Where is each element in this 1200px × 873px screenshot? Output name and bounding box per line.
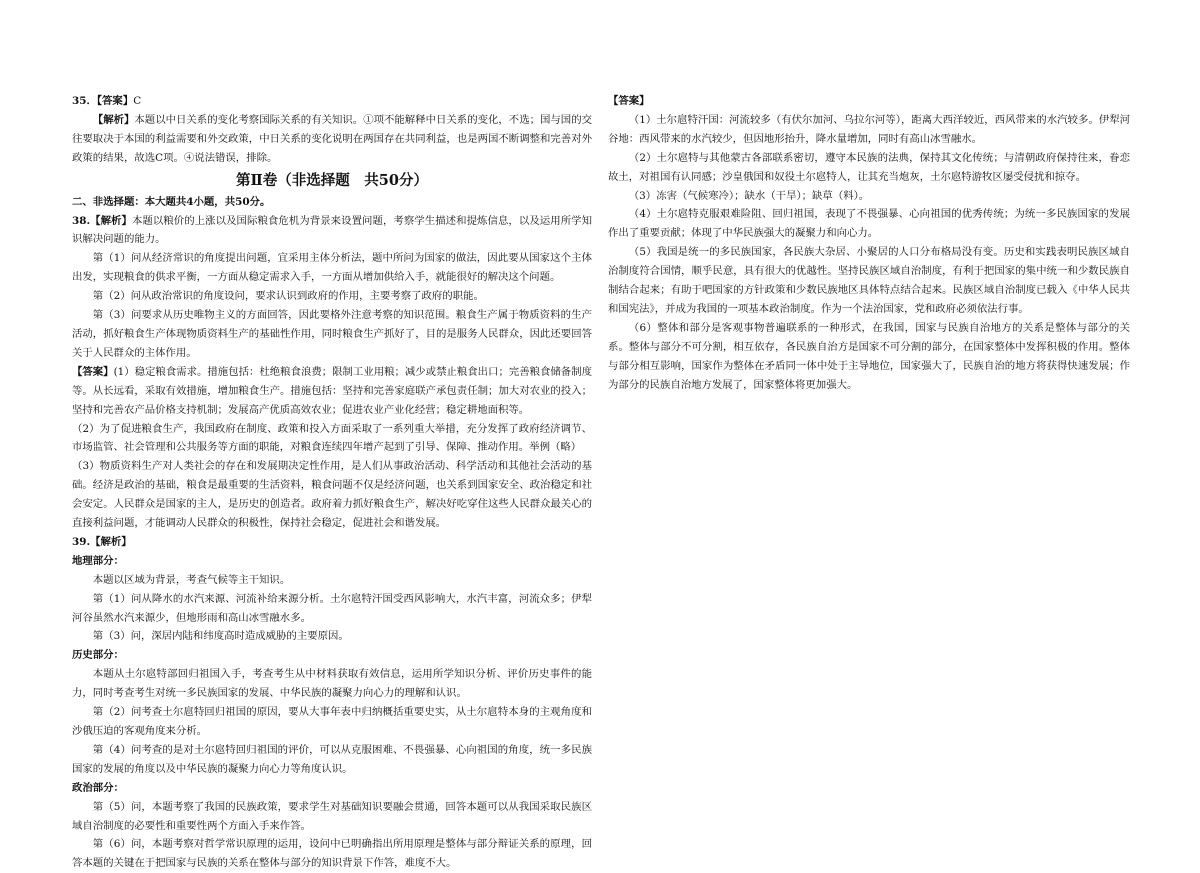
geo-label: 地理部分： [72,554,124,567]
right-column [608,92,1130,395]
geo-p1: 本题以区域为背景，考查气候等主干知识。 [92,573,291,586]
q35-analysis [72,111,592,168]
q38-answer-3: （3）物质资料生产对人类社会的存在和发展期决定性作用，是人们从事政治活动、科学活动和其他社会活动的基础。经济是政治的基础，粮食是最重要的生活资料，粮食问题不仅是经济问题，也关系到国家安全、政治稳定和社会安定。人民群众是国家的主人，是历史的创造者。政府着力抓好粮食生产，解决好吃穿住这些人民群众最关心的直接利益问题，才能调动人民群众的积极性，保持社会稳定，促进社会和谐发展。 [72,460,592,530]
q38-answer-1-text: (1）稳定粮食需求。措施包括：杜绝粮食浪费；限制工业用粮；减少或禁止粮食出口；完善粮食储备制度等。从长远看，采取有效措施，增加粮食生产。措施包括：坚持和完善家庭联产承包责任制；加大对农业的投入；坚持和完善农产品价格支持机制；发展高产优质高效农业；促进农业产业化经营；稳定耕地面积等。 [72,365,592,416]
left-column [72,92,592,873]
his-p1: 本题从土尔扈特部回归祖国入手，考查考生从中材料获取有效信息，运用所学知识分析、评价历史事件的能力，同时考查考生对统一多民族国家的发展、中华民族的凝聚力向心力的理解和认识。 [72,668,592,700]
q38-p2: 第（2）问从政治常识的角度设问，要求认识到政府的作用，主要考察了政府的职能。 [92,290,484,303]
answer-6: （6）整体和部分是客观事物普遍联系的一种形式，在我国，国家与民族自治地方的关系是整体与部分的关系。整体与部分不可分割，相互依存，各民族自治方是国家不可分割的部分，在国家整体中发挥积极的作用。整体与部分相互影响，国家作为整体在矛盾同一体中处于主导地位，国家强大了，民族自治的地方将获得快速发展；作为部分的民族自治地方发展了，国家整体将更加强大。 [608,321,1130,391]
q38-p1: 第（1）问从经济常识的角度提出问题，宜采用主体分析法，题中所问为国家的做法，因此要从国家这个主体出发，实现粮食的供求平衡，一方面从稳定需求入手，一方面从增加供给入手，就能很好的解决这个问题。 [72,252,592,284]
q38-answer-2: （2）为了促进粮食生产，我国政府在制度、政策和投入方面采取了一系列重大举措，充分发挥了政府经济调节、市场监管、社会管理和公共服务等方面的职能，对粮食连续四年增产起到了引导、保障、推动作用。举例（略） [72,422,592,454]
section-intro: 二、非选择题：本大题共4小题，共50分。 [72,195,271,208]
q35-answer-line [72,92,592,111]
q38-analysis [72,212,592,250]
answer-2: （2）土尔扈特与其他蒙古各部联系密切，遵守本民族的法典，保持其文化传统；与清朝政府保持往来，眷恋故土，对祖国有认同感；沙皇俄国和奴役土尔扈特人，让其充当炮灰，土尔扈特游牧区屡受侵扰和掠夺。 [608,151,1130,183]
q35-answer: C [133,95,142,107]
q39-label: 39.【解析】 [72,535,132,548]
q38-label: 38.【解析】 [72,214,132,227]
q38-answer-1 [72,363,592,420]
pol-p2: 第（6）问，本题考察对哲学常识原理的运用，设问中已明确指出所用原理是整体与部分辩证关系的原理，回答本题的关键在于把国家与民族的关系在整体与部分的知识背景下作答，难度不大。 [72,838,592,870]
answer-1: （1）土尔扈特汗国：河流较多（有伏尔加河、乌拉尔河等），距离大西洋较近，西风带来的水汽较多。伊犁河谷地：西风带来的水汽较少，但因地形抬升，降水量增加，同时有高山冰雪融水。 [608,113,1130,145]
q35-analysis-text: 本题以中日关系的变化考察国际关系的有关知识。①项不能解释中日关系的变化，不选；国与国的交往要取决于本国的利益需要和外交政策，中日关系的变化说明在两国存在共同利益，也是两国不断调整和完善对外政策的结果，故选C项。④说法错误，排除。 [72,113,593,164]
answer-4: （4）土尔扈特克服艰难险阻、回归祖国，表现了不畏强暴、心向祖国的优秀传统；为统一多民族国家的发展作出了重要贡献；体现了中华民族强大的凝聚力和向心力。 [608,208,1130,240]
q38-answer-label: 【答案】 [72,365,114,378]
geo-p2: 第（1）问从降水的水汽来源、河流补给来源分析。土尔扈特汗国受西风影响大，水汽丰富，河流众多；伊犁河谷虽然水汽来源少，但地形雨和高山冰雪融水多。 [72,592,592,624]
q35-label: 35．【答案】 [72,95,134,107]
section-title: 第Ⅱ卷（非选择题 共50分） [236,171,428,189]
his-p2: 第（2）问考查土尔扈特回归祖国的原因，要从大事年表中归纳概括重要史实，从土尔扈特本身的主观角度和沙俄压迫的客观角度来分析。 [72,706,592,737]
answer-3: （3）冻害（气候寒冷）；缺水（干旱）；缺草（料）。 [628,189,870,202]
q38-p3: 第（3）问要求从历史唯物主义的方面回答，因此要格外注意考察的知识范围。粮食生产属于物质资料的生产活动，抓好粮食生产体现物质资料生产的基础性作用，同时粮食生产抓好了，目的是服务人民群众，因此还要回答关于人民群众的主体作用。 [72,309,592,359]
answer-5: （5）我国是统一的多民族国家，各民族大杂居、小聚居的人口分布格局没有变。历史和实践表明民族区域自治制度符合国情，顺乎民意，具有很大的优越性。坚持民族区域自治制度，有利于把国家的集中统一和少数民族自制结合起来；有助于吧国家的方针政策和少数民族地区具体特点结合起来。民族区域自治制度已载入《中华人民共和国宪法》，并成为我国的一项基本政治制度。作为一个法治国家，党和政府必须依法行事。 [608,246,1130,315]
pol-p1: 第（5）问，本题考察了我国的民族政策，要求学生对基础知识要融会贯通，回答本题可以从我国采取民族区域自治制度的必要性和重要性两个方面入手来作答。 [72,800,592,832]
his-label: 历史部分： [72,649,124,662]
answer-label: 【答案】 [608,95,650,107]
his-p3: 第（4）问考查的是对土尔扈特回归祖国的评价，可以从克服困难、不畏强暴、心向祖国的角度，统一多民族国家的发展的角度以及中华民族的凝聚力向心力等角度认识。 [72,743,592,775]
q35-analysis-label: 【解析】 [92,113,135,126]
q38-intro: 本题以粮价的上涨以及国际粮食危机为背景来设置问题，考察学生描述和提炼信息，以及运用所学知识解决问题的能力。 [72,214,593,246]
pol-label: 政治部分： [72,781,124,794]
geo-p3: 第（3）问，深居内陆和纬度高时造成威胁的主要原因。 [92,630,349,643]
